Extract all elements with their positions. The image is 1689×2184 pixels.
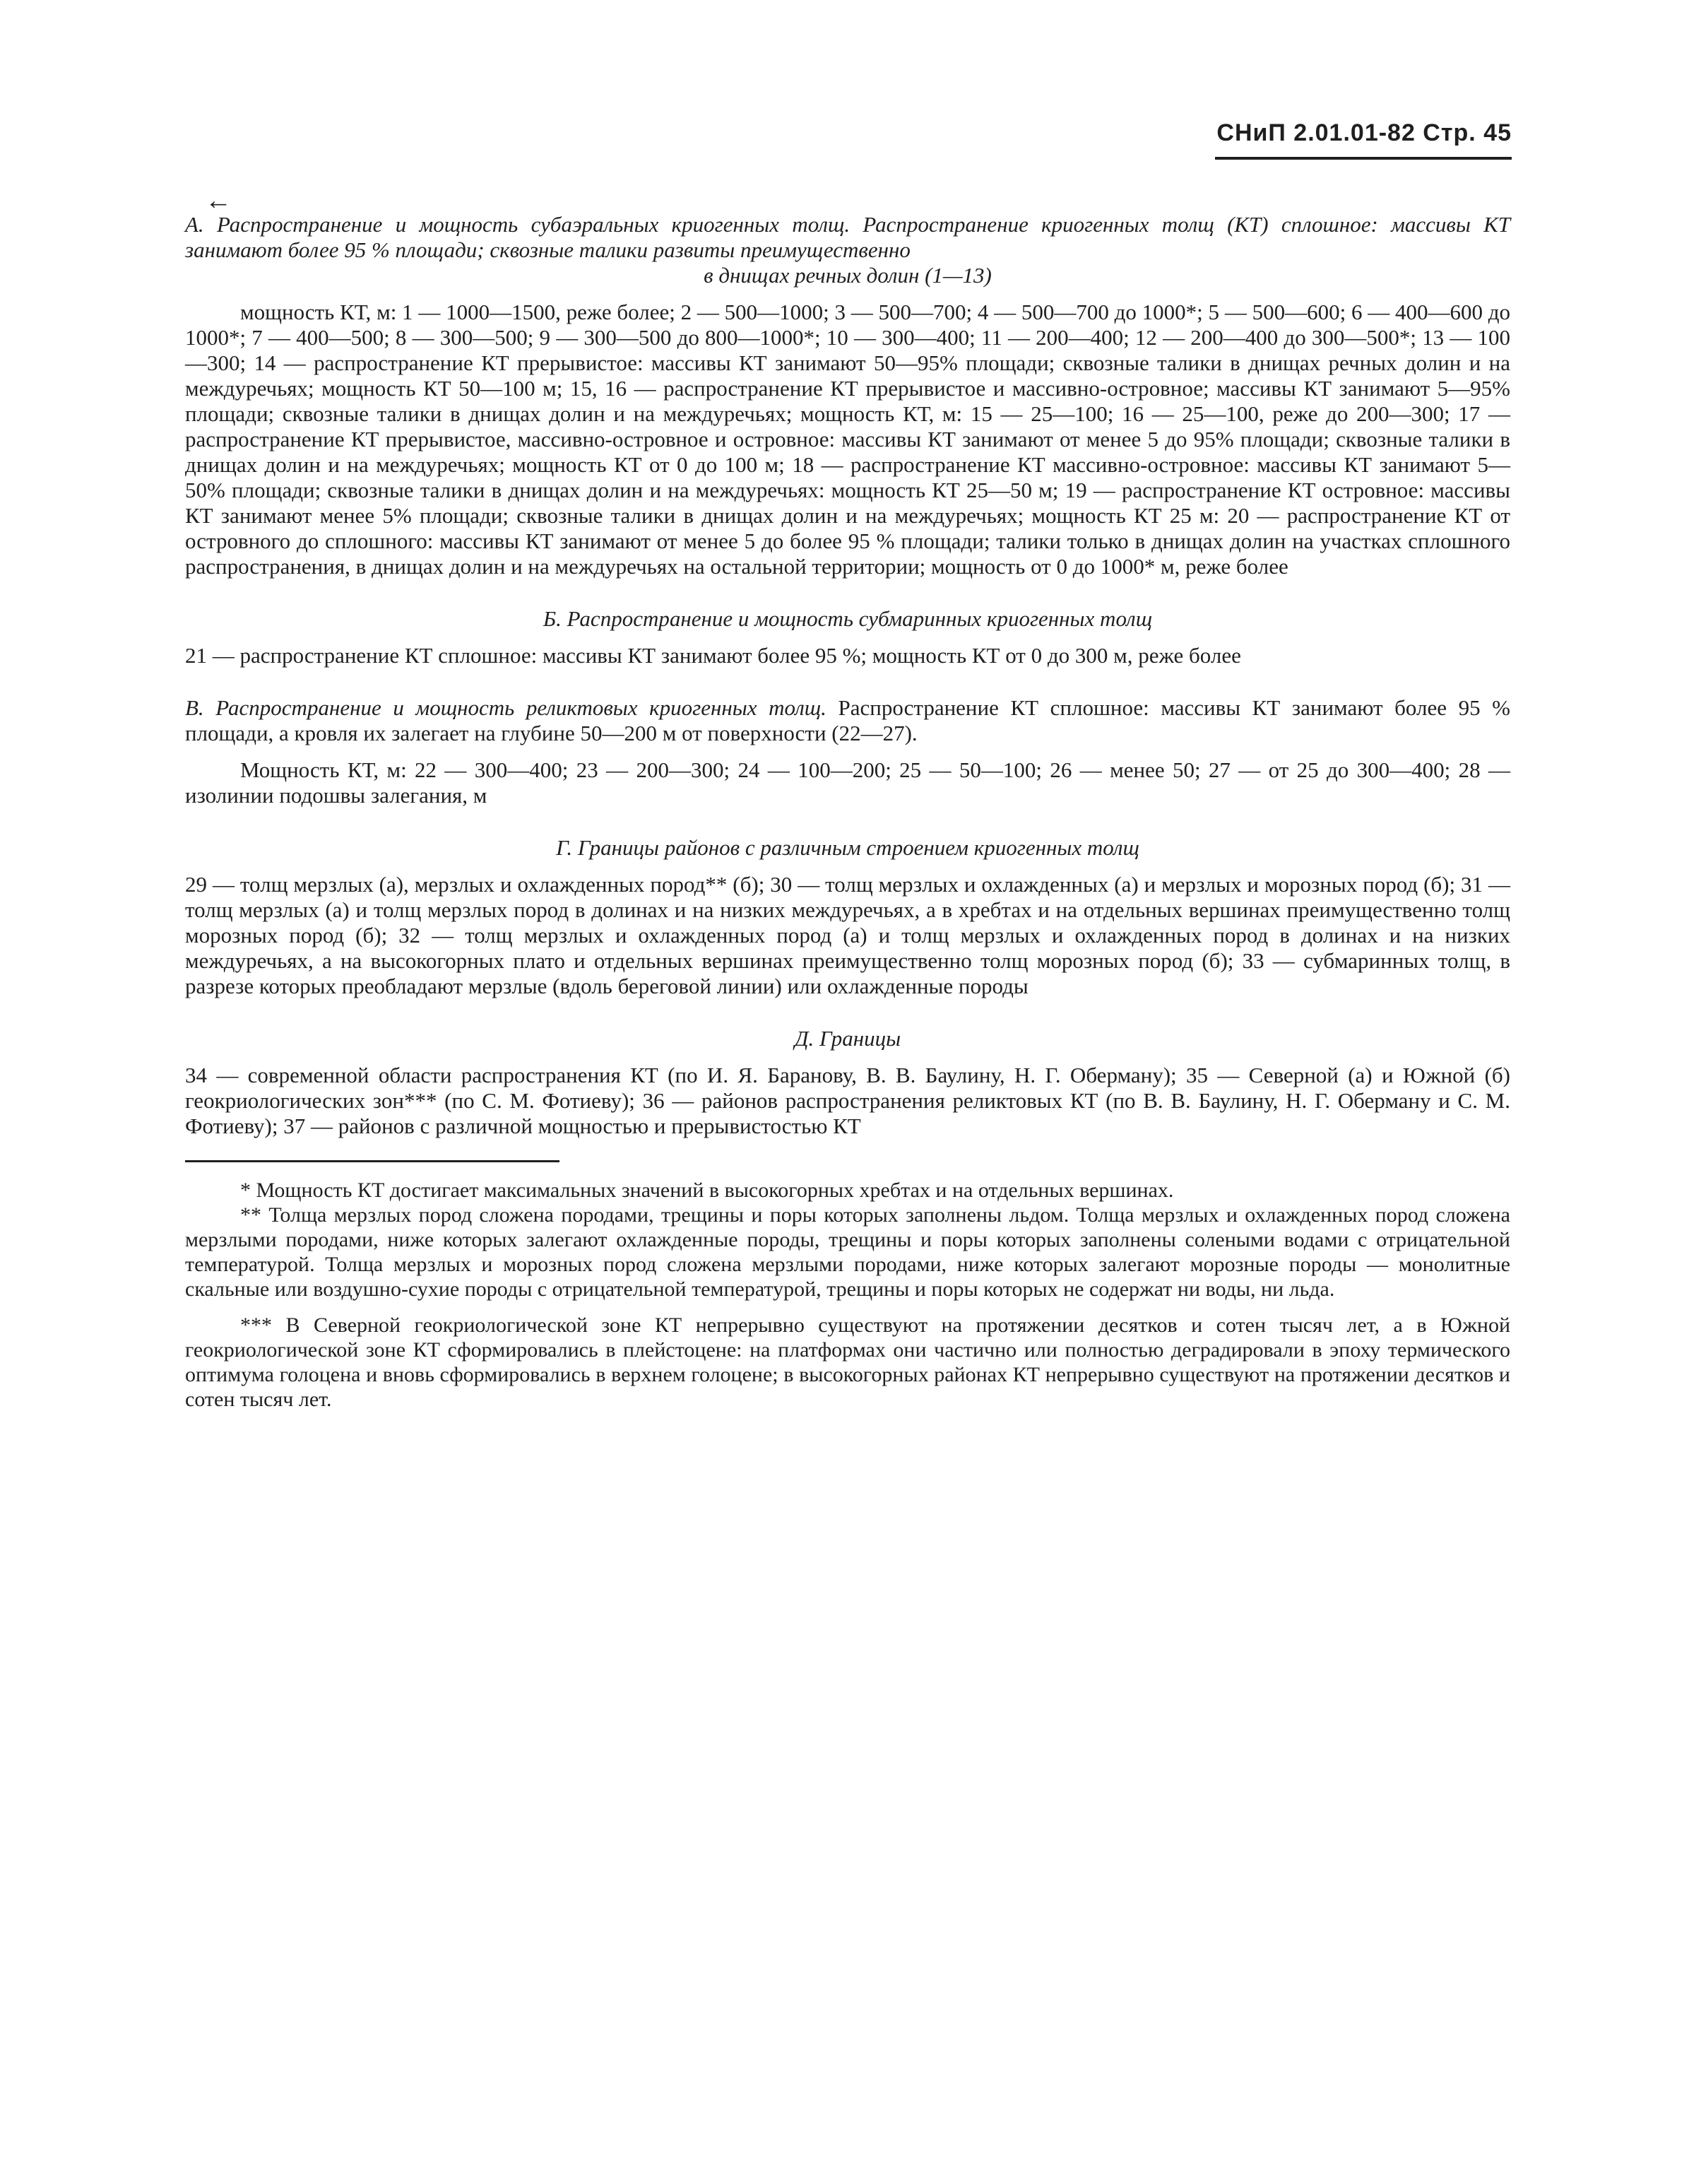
back-arrow-icon: ←	[205, 186, 232, 216]
section-v-paragraph	[185, 695, 1510, 746]
page-header: СНиП 2.01.01-82 Стр. 45	[1216, 119, 1512, 146]
document-body	[185, 212, 1510, 1412]
section-d-body: 34 — современной области распространения КТ (по И. Я. Баранову, В. В. Баулину, Н. Г. Оберману); 35 — Северной (а) и Южной (б) геокриологических зон*** (по С. М. Фотиеву); 36 — районов распространения реликтовых КТ (по В. В. Баулину, Н. Г. Оберману и С. М. Фотиеву); 37 — районов с различной мощностью и прерывистостью КТ	[185, 1063, 1510, 1138]
section-a-body: мощность КТ, м: 1 — 1000—1500, реже более; 2 — 500—1000; 3 — 500—700; 4 — 500—700 до 1000*; 5 — 500—600; 6 — 400—600 до 1000*; 7 — 400—500; 8 — 300—500; 9 — 300—500 до 800—1000*; 10 — 300—400; 11 — 200—400; 12 — 200—400 до 300—500*; 13 — 100—300; 14 — распространение КТ прерывистое: массивы КТ занимают 50—95% площади; сквозные талики в днищах речных долин и на междуречьях; мощность КТ 50—100 м; 15, 16 — распространение КТ прерывистое и массивно-островное; массивы КТ занимают 5—95% площади; сквозные талики в днищах долин и на междуречьях; мощность КТ, м: 15 — 25—100; 16 — 25—100, реже до 200—300; 17 — распространение КТ прерывистое, массивно-островное и островное: массивы КТ занимают от менее 5 до 95% площади; сквозные талики в днищах долин и на междуречьях; мощность КТ от 0 до 100 м; 18 — распространение КТ массивно-островное: массивы КТ занимают 5—50% площади; сквозные талики в днищах долин и на междуречьях: мощность КТ 25—50 м; 19 — распространение КТ островное: массивы КТ занимают менее 5% площади; сквозные талики в днищах долин и на междуречьях; мощность КТ 25 м: 20 — распространение КТ от островного до сплошного: массивы КТ занимают от менее 5 до более 95 % площади; талики только в днищах долин на участках сплошного распространения, в днищах долин и на междуречьях на остальной территории; мощность от 0 до 1000* м, реже более	[185, 300, 1510, 579]
section-v-heading: В. Распространение и мощность реликтовых криогенных толщ.	[185, 695, 826, 720]
header-rule	[1215, 157, 1512, 160]
section-g-heading: Г. Границы районов с различным строением криогенных толщ	[556, 835, 1139, 860]
footnote-1: * Мощность КТ достигает максимальных значений в высокогорных хребтах и на отдельных вершинах.	[240, 1179, 1174, 1202]
section-v-body2: Мощность КТ, м: 22 — 300—400; 23 — 200—300; 24 — 100—200; 25 — 50—100; 26 — менее 50; 27 — от 25 до 300—400; 28 — изолинии подошвы залегания, м	[185, 757, 1510, 808]
section-b-heading: Б. Распространение и мощность субмаринных криогенных толщ	[543, 606, 1153, 631]
section-a-heading: А. Распространение и мощность субаэральных криогенных толщ. Распространение криогенных толщ (КТ) сплошное: массивы КТ занимают более 95 % площади; сквозные талики развиты преимущественно	[185, 212, 1510, 262]
section-b-body: 21 — распространение КТ сплошное: массивы КТ занимают более 95 %; мощность КТ от 0 до 300 м, реже более	[185, 643, 1241, 668]
footnote-2: ** Толща мерзлых пород сложена породами, трещины и поры которых заполнены льдом. Толща мерзлых и охлажденных пород сложена мерзлыми породами, ниже которых залегают охлажденные породы, трещины и поры которых заполнены солеными водами с отрицательной температурой. Толща мерзлых и морозных пород сложена мерзлыми породами, ниже которых залегают морозные породы — монолитные скальные или воздушно-сухие породы с отрицательной температурой, трещины и поры которых не содержат ни воды, ни льда.	[185, 1203, 1510, 1301]
section-a-heading-cont: в днищах речных долин (1—13)	[704, 263, 992, 288]
section-v-body: Распространение КТ сплошное: массивы КТ занимают более 95 % площади, а кровля их залегает на глубине 50—200 м от поверхности (22—27).	[185, 695, 1511, 745]
section-d-heading: Д. Границы	[794, 1026, 901, 1051]
section-g-body: 29 — толщ мерзлых (а), мерзлых и охлажденных пород** (б); 30 — толщ мерзлых и охлажденных (а) и мерзлых и морозных пород (б); 31 — толщ мерзлых (а) и толщ мерзлых пород в долинах и на низких междуречьях, а в хребтах и на отдельных вершинах преимущественно толщ морозных пород (б); 32 — толщ мерзлых и охлажденных пород (а) и толщ мерзлых и охлажденных пород в долинах и на низких междуречьях, а на высокогорных плато и отдельных вершинах преимущественно толщ морозных пород (б); 33 — субмаринных толщ, в разрезе которых преобладают мерзлые (вдоль береговой линии) или охлажденные породы	[185, 872, 1510, 998]
footnote-3: *** В Северной геокриологической зоне КТ непрерывно существуют на протяжении десятков и сотен тысяч лет, а в Южной геокриологической зоне КТ сформировались в плейстоцене: на платформах они частично или полностью деградировали в эпоху термического оптимума голоцена и вновь сформировались в верхнем голоцене; в высокогорных районах КТ непрерывно существуют на протяжении десятков и сотен тысяч лет.	[185, 1314, 1510, 1411]
footnote-rule	[185, 1160, 559, 1162]
